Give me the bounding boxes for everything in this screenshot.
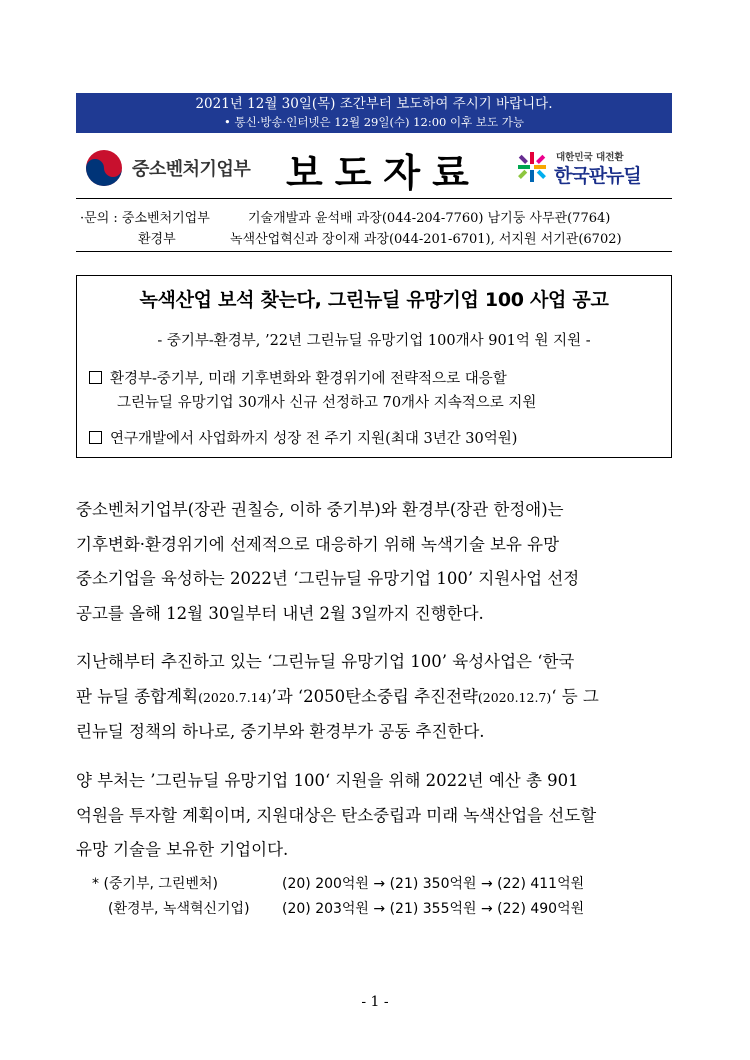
summary-bullet-1-continuation: 그린뉴딜 유망기업 30개사 신규 선정하고 70개사 지속적으로 지원: [117, 395, 537, 411]
paragraph-line: 중소벤처기업부(장관 권칠승, 이하 중기부)와 환경부(장관 한정애)는: [76, 500, 564, 519]
summary-bullet-2: [89, 427, 517, 448]
note-label: (환경부, 녹색혁신기업): [108, 901, 250, 917]
summary-box: [76, 275, 672, 458]
contact-env-org: 환경부: [138, 232, 176, 247]
press-header: [76, 140, 672, 196]
taegeuk-logo-icon: [84, 148, 124, 188]
note-value: (20) 200억원 → (21) 350억원 → (22) 411억원: [282, 876, 585, 892]
contact-divider: [76, 251, 672, 252]
page-number: - 1 -: [361, 994, 389, 1010]
summary-bullet-1: [89, 367, 507, 388]
body-paragraph-3: [76, 764, 676, 868]
newdeal-name: 한국판뉴딜: [554, 165, 641, 187]
checkbox-bullet-icon: [89, 371, 102, 384]
summary-bullet-1-text: 환경부-중기부, 미래 기후변화와 환경위기에 전략적으로 대응할: [110, 371, 507, 387]
body-paragraph-1: [76, 493, 676, 631]
paragraph-line: 중소기업을 육성하는 2022년 ‘그린뉴딜 유망기업 100’ 지원사업 선정: [76, 569, 580, 588]
checkbox-bullet-icon: [89, 431, 102, 444]
summary-bullet-2-text: 연구개발에서 사업화까지 성장 전 주기 지원(최대 3년간 30억원): [110, 431, 518, 447]
note-label: * (중기부, 그린벤처): [92, 876, 218, 892]
paragraph-line: 지난해부터 추진하고 있는 ‘그린뉴딜 유망기업 100’ 육성사업은 ‘한국: [76, 652, 575, 671]
paragraph-line: 유망 기술을 보유한 기업이다.: [76, 840, 289, 859]
embargo-line2: • 통신·방송·인터넷은 12월 29일(수) 12:00 이후 보도 가능: [224, 115, 524, 129]
paragraph-line-mixed: [76, 680, 676, 716]
ministry-name: 중소벤처기업부: [132, 159, 251, 180]
press-release-title: 보도자료: [286, 150, 481, 195]
headline: 녹색산업 보석 찾는다, 그린뉴딜 유망기업 100 사업 공고: [139, 289, 609, 311]
paragraph-line: 억원을 투자할 계획이며, 지원대상은 탄소중립과 미래 녹색산업을 선도할: [76, 805, 597, 825]
text-run: ’과 ‘2050탄소중립 추진전략: [271, 686, 478, 706]
newdeal-tagline: 대한민국 대전환: [556, 152, 624, 163]
contact-env-dept: 녹색산업혁신과 장이재 과장(044-201-6701), 서지원 서기관(6702): [230, 232, 622, 247]
text-run: ‘ 등 그: [551, 686, 599, 706]
paragraph-line: 린뉴딜 정책의 하나로, 중기부와 환경부가 공동 추진한다.: [76, 722, 485, 741]
paragraph-line: 공고를 올해 12월 30일부터 내년 2월 3일까지 진행한다.: [76, 603, 484, 623]
paragraph-line: 양 부처는 ’그린뉴딜 유망기업 100‘ 지원을 위해 2022년 예산 총 901: [76, 771, 579, 790]
contact-prefix: ·문의 : 중소벤처기업부: [80, 211, 210, 226]
body-paragraph-2: [76, 645, 676, 750]
embargo-line1: 2021년 12월 30일(목) 조간부터 보도하여 주시기 바랍니다.: [195, 96, 553, 112]
newdeal-logo-icon: [516, 150, 548, 184]
note-value: (20) 203억원 → (21) 355억원 → (22) 490억원: [282, 901, 585, 917]
contact-sme-dept: 기술개발과 윤석배 과장(044-204-7760) 남기둥 사무관(7764): [248, 211, 611, 226]
date-ref: (2020.7.14): [198, 689, 272, 705]
embargo-banner: [76, 93, 672, 133]
text-run: 판 뉴딜 종합계획: [76, 686, 199, 706]
subheadline: - 중기부-환경부, ’22년 그린뉴딜 유망기업 100개사 901억 원 지원 -: [157, 333, 591, 349]
paragraph-line: 기후변화·환경위기에 선제적으로 대응하기 위해 녹색기술 보유 유망: [76, 534, 560, 554]
header-divider: [76, 198, 672, 199]
date-ref: (2020.12.7): [477, 689, 552, 705]
